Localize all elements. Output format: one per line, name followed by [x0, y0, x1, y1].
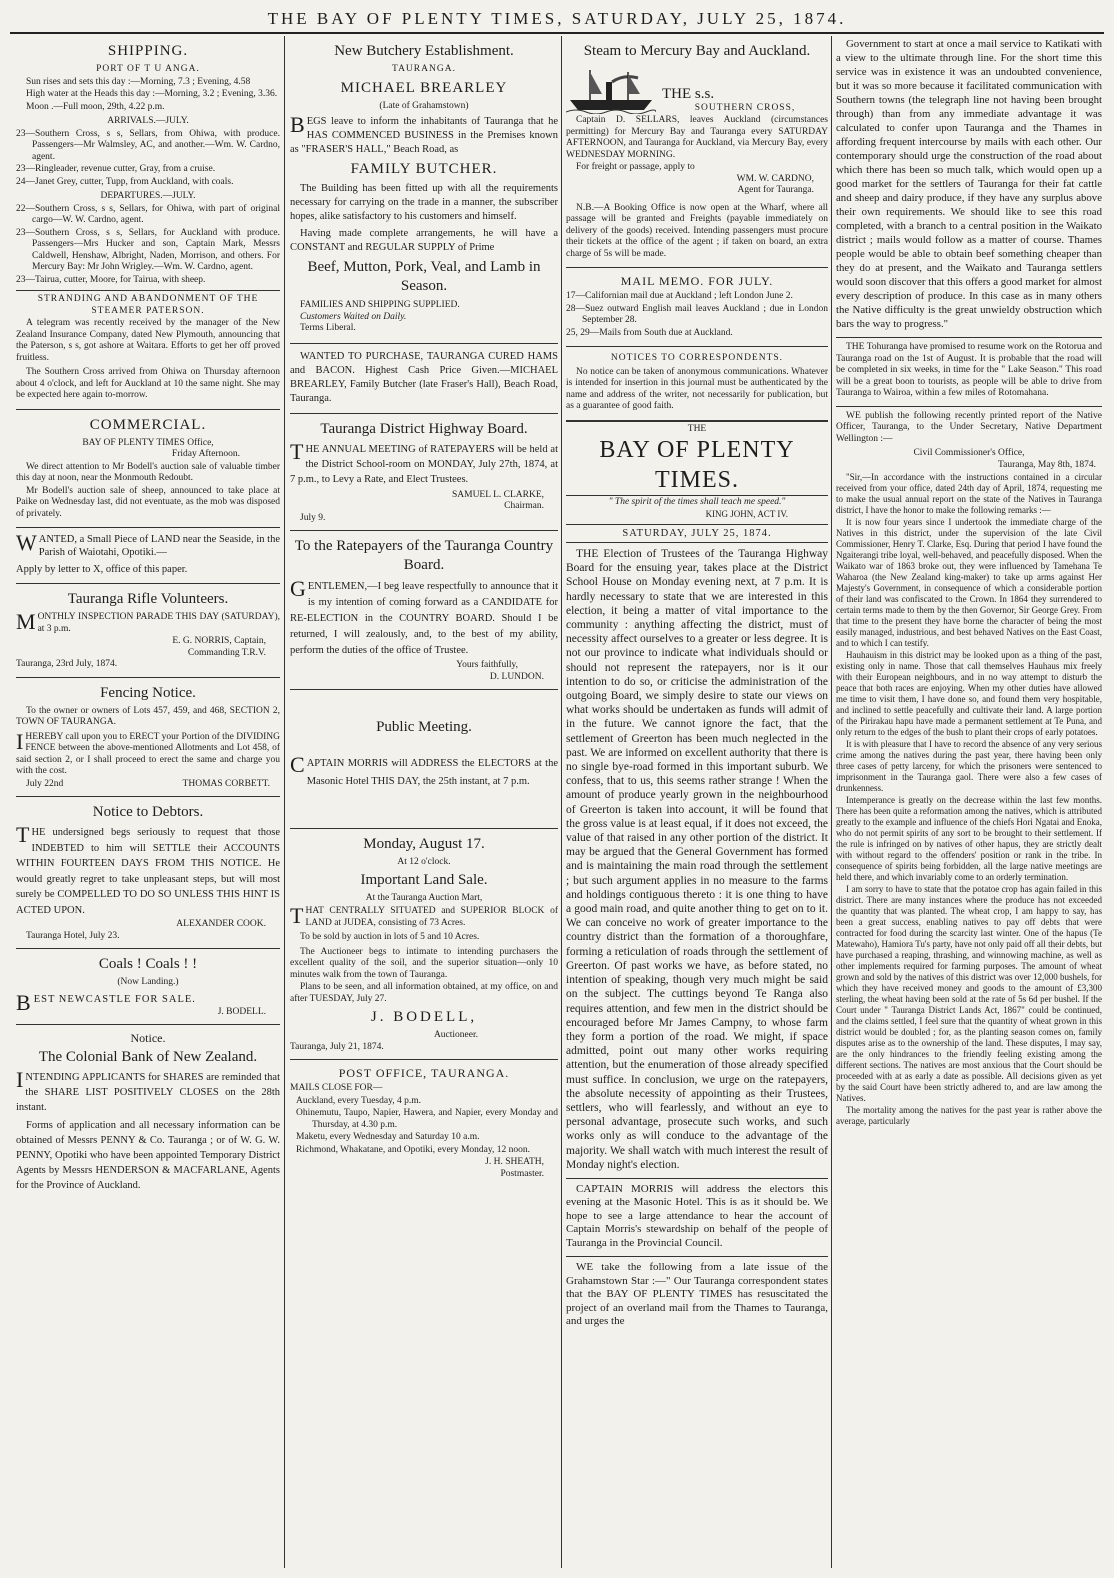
arrivals-heading: ARRIVALS.—JULY.: [107, 116, 189, 126]
waited-line: Customers Waited on Daily.: [300, 311, 407, 322]
correspondents-notice: [566, 347, 828, 420]
departure-item: 22—Southern Cross, s s, Sellars, for Ohiwa, with part of original cargo—W. W. Cardno, agent.: [16, 203, 280, 225]
column-3: [566, 36, 828, 1568]
coals-ad: [16, 949, 280, 1025]
rifle-text: MONTHLY INSPECTION PARADE THIS DAY (SATURDAY), at 3 p.m.: [16, 609, 280, 634]
debtors-notice: [16, 797, 280, 949]
highway-sign: SAMUEL L. CLARKE,: [451, 489, 544, 500]
rifle-title: Tauranga Rifle Volunteers.: [67, 591, 229, 607]
highway-text: THE ANNUAL MEETING of RATEPAYERS will be held at the District School-room on MONDAY, July 27th, 1874, at 7 p.m., to Levy a Rate, and Elect Trustees.: [290, 438, 558, 485]
debtors-place: Tauranga Hotel, July 23.: [26, 930, 120, 941]
coals-sub: (Now Landing.): [117, 977, 179, 987]
report-paragraph: It is now four years since I undertook the immediate charge of the Natives in this district, under the supervision of the late Civil Commissioner, Henry T. Clarke, Esq. During that period I have found the Ngaiterangi tribe loyal, well-behaved, and peacefully disposed. When the Waikato war of 1863 broke out, they were influenced by Tamehana Te Waharoa (the New Zealand king-maker) to take up arms against Her Majesty's Government, in consequence of which a considerable portion of their land was confiscated to the Crown. In 1864 they surrendered to certain terms made to them by the then Governor, Sir George Grey. From that time to the present they have borne the character of being the most easily managed, industrious, and best behaved Natives on the East Coast, and to which I can testify.: [836, 517, 1102, 648]
commercial-text: We direct attention to Mr Bodell's auction sale of valuable timber this day at noon, near the Monmouth Redoubt.: [16, 461, 280, 483]
editorial-text: THE Election of Trustees of the Tauranga Highway Board for the ensuing year, takes place at the District School House on Monday evening next, at 7 p.m. It is hardly necessary to state that we are interested in this election, it being a matter of vital importance to the community : anything affecting the district, must of necessity affect ourselves to a greater or less degree. It is not our province to indicate what individuals should or should not represent the ratepayers, nor is it our intention to do so, or criticise the administration of the outgoing Board, we simply desire to state our views on what works should be undertaken as funds will admit of in the future. We cannot ignore the fact, that the settlement of Greerton has been much neglected in the past. We are informed on excellent authority that there is no single bye-road formed in this important suburb. We confess, that to us, this seems rather strange ! When the amount of produce yearly grown in the neighbourhood of Greerton is taken into account, it will be found that the gross value is at least equal, if it does not exceed, the value of that raised in any other portion of the district. It may be argued that the General Government has formed and is maintaining the main road through the settlement ; but such argument applies in no measure to the farms and holdings contiguous thereto : it is one thing to have a good main road, and quite another thing to get on to it. We can conceive no work of greater importance to the country district than the formation of a thoroughfare, forming a reticulation of roads through the settlement of Greerton. Of past works we have, as before stated, no intention of speaking, though very much might be said on the subject. The cuttings beyond Te Ranga also requires attention, and few men in the district should be encouraged before Mr James Campny, to whose farm they form a portion of the road. We might, if space admitted, point out many other works requiring attention, but the enumeration of those already specified must suffice. In conclusion, we urge on the ratepayers, the absolute necessity of appointing as their Trustees, settlers, who will fearlessly, and without an eye to personal advantage, prosecute such works, and such works only as will conduce to the advantage of the majority. We shall watch with much interest the result of Monday night's election.: [566, 548, 828, 1171]
meats-list: Beef, Mutton, Pork, Veal, and Lamb in Season.: [307, 259, 541, 294]
butchery-text: BEGS leave to inform the inhabitants of Tauranga that he HAS COMMENCED BUSINESS in the Premises known as "FRASER'S HALL," Beach Road, as: [290, 112, 558, 155]
column-rule: [284, 36, 285, 1568]
wanted-text: WANTED, a Small Piece of LAND near the Seaside, in the Parish of Waiotahi, Opotiki.—: [16, 530, 280, 558]
nameplate-motto: " The spirit of the times shall teach me speed.": [608, 497, 786, 507]
ratepayers-text: GENTLEMEN,—I beg leave respectfully to announce that it is my intention of coming forward as a CANDIDATE for RE-ELECTION in the COUNTRY BOARD. Should I be returned, I will zealously, and, to the best of my ability, perform the duties of the office of Trustee.: [290, 576, 558, 656]
wanted-apply: Apply by letter to X, office of this paper.: [16, 564, 188, 575]
land-text: Plans to be seen, and all information obtained, at my office, on and after TUESDAY, July 27.: [290, 982, 558, 1004]
meeting-text: CAPTAIN MORRIS will ADDRESS the ELECTORS at the Masonic Hotel THIS DAY, the 25th instant, at 7 p.m.: [290, 752, 558, 787]
post-role: Postmaster.: [500, 1168, 544, 1179]
steam-the: THE s.s.: [662, 85, 715, 102]
nameplate-the: THE: [566, 420, 828, 436]
butcher-late: (Late of Grahamstown): [379, 100, 469, 111]
notices-title: NOTICES TO CORRESPONDENTS.: [610, 353, 784, 363]
report-paragraph: I am sorry to have to state that the potatoe crop has again failed in this district. There are many instances where the produce has not exceeded the quantity that was planted. The wheat crop, I am happy to say, has been a great success, enabling natives to pay off debts that were contracted for food during the scarcity last winter. One of the hapus (Te Matewaho), Hamiora Tu's party, have not only paid off all their debts, but have purchased a reaping, thrashing, and winnowing machine, as well as other implements required for farming purposes. The amount of wheat grown and sold by the natives of this district was over 12,000 bushels, for which they have received money and goods to the amount of £3,300 sterling, the wheat having been sold at the rate of 5s 6d per bushel. If the Court under " Tauranga District Lands Act, 1867" could be continued, and the claims settled, I feel sure that the quantity of wheat grown in this district would be doubled ; for, as the planting season comes on, family disputes arise as to the ownership of the land. These disputes, I may say, are the only hindrances to the friendly feeling existing among the different sections. The natives are most anxious that the Court should be proceeded with at as early a date as possible. All decisions given as yet by the said Court have been strictly adhered to, and are law among the Natives.: [836, 884, 1102, 1103]
column-rule: [831, 36, 832, 1568]
masthead: THE BAY OF PLENTY TIMES, SATURDAY, JULY 25, 1874.: [10, 6, 1104, 34]
overland-continued: Government to start at once a mail service to Katikati with a view to the ultimate through line. For the short time this service was in existence it was an undoubted convenience, but it was so more because it facilitated communication with Southern towns (the telegraph line not having been brought through) than from any immediate advantage it was calculated to confer upon Tauranga and the Thames in affording frequent intercourse by mails with each other. Our contemporary should urge the construction of the road about which there has been so much talk, which would open up a good market for the settlers of Tauranga for their fat cattle and sheep and dairy produce, if they have any surplus above their own requirements. We should like to see this road completed, with a branch to a central position in the Waikato district ; mails would follow as a matter of course. Thames people would be able to obtain beef something cheaper than they do at present, and the Waikato and Tauranga settlers would soon discover that this offers a good market for almost every description of produce. In this case as in many others the Native difficulty is the great unwieldy obstruction which bars the way to progress.": [836, 38, 1102, 330]
report-paragraph: "Sir,—In accordance with the instructions contained in a circular received from your office, dated 24th day of April, 1874, requesting me to make the usual annual report on the state of the Natives in Tauranga district, I have the honor to make the following remarks :—: [836, 472, 1102, 515]
moon: Moon .—Full moon, 29th, 4.22 p.m.: [26, 101, 165, 112]
departures-heading: DEPARTURES.—JULY.: [100, 191, 196, 201]
shipping-section: [16, 36, 280, 410]
coals-text: BEST NEWCASTLE FOR SALE.: [16, 989, 196, 1015]
report-paragraph: The mortality among the natives for the past year is rather above the average, particularly: [836, 1105, 1102, 1126]
ratepayers-close: Yours faithfully,: [456, 660, 518, 670]
mail-item: 17—Californian mail due at Auckland ; left London June 2.: [566, 291, 793, 301]
steam-ad: [566, 36, 828, 268]
debtors-title: Notice to Debtors.: [92, 804, 204, 820]
auctioneer-name: J. BODELL,: [370, 1009, 478, 1025]
nameplate-date: SATURDAY, JULY 25, 1874.: [566, 524, 828, 543]
highway-role: Chairman.: [504, 501, 544, 511]
post-item: Richmond, Whakatane, and Opotiki, every Monday, 12 noon.: [296, 1144, 531, 1155]
rifle-date: Tauranga, 23rd July, 1874.: [16, 659, 118, 669]
family-butcher: FAMILY BUTCHER.: [350, 161, 498, 177]
southern-cross-text: The Southern Cross arrived from Ohiwa on Thursday afternoon about 4 o'clock, and left for Auckland at 10 the same night. She may be expected here again to-morrow.: [16, 367, 280, 400]
ratepayers-sign: D. LUNDON.: [489, 671, 544, 682]
steam-ship-name: SOUTHERN CROSS,: [694, 102, 796, 113]
rifle-sign: E. G. NORRIS, Captain,: [172, 636, 266, 646]
public-meeting-ad: [290, 690, 558, 829]
fencing-sign: THOMAS CORBETT.: [182, 778, 270, 789]
commercial-text: Mr Bodell's auction sale of sheep, announced to take place at Paike on Wednesday last, did not eventuate, as the mob was disposed of privately.: [16, 485, 280, 519]
steam-agent: WM. W. CARDNO,: [736, 173, 814, 184]
steam-agent-role: Agent for Tauranga.: [737, 185, 814, 195]
steam-nb: N.B.—A Booking Office is now open at the Wharf, where all passage will be granted and Freights (payable immediately on delivery of the goods) received. Intending passengers must procure their tickets at the office of the agent ; if taken on board, an extra charge of 5s will be made.: [566, 202, 828, 259]
butchery-text: Having made complete arrangements, he will have a CONSTANT and REGULAR SUPPLY of Prime: [290, 228, 558, 253]
nameplate-title: BAY OF PLENTY TIMES.: [566, 435, 828, 496]
report-paragraph: Intemperance is greatly on the decrease within the last few months. There has been quite a reformation among the natives, which is attributed greatly to the example and influence of the chiefs Hori Ngatai and Enoka, who do not permit spirits of any sort to be brought to their settlement. If the rule is infringed on by natives of other hapus, they are strictly dealt with without regard to the offenders' position or rank in the tribe. In consequence of spirits being forbidden, all the large native meetings are held there, and which invariably come to an orderly termination.: [836, 795, 1102, 882]
auctioneer-role: Auctioneer.: [433, 1030, 478, 1040]
report-office: Civil Commissioner's Office,: [913, 448, 1025, 458]
wanted-hams-text: WANTED TO PURCHASE, TAURANGA CURED HAMS and BACON. Highest Cash Price Given.—MICHAEL BREARLEY, Family Butcher (late Fraser's Hall), Beach Road, Tauranga.: [290, 343, 558, 406]
land-text: The Auctioneer begs to intimate to intending purchasers the excellent quality of the soil, and the superior situation—only 10 minutes walk from the town of Tauranga.: [290, 946, 558, 980]
bank-notice: Notice.: [130, 1031, 166, 1045]
rifle-volunteers-ad: [16, 584, 280, 678]
highway-date: July 9.: [300, 512, 326, 523]
departure-item: 23—Southern Cross, s s, Sellars, for Auckland with produce. Passengers—Mrs Hucker and son, Captain Mark, Messrs Caldwell, Henshaw, Albright, Naden, Morrison, and others. For Mercury Bay: Mr John Wrigley.—Wm. W. Cardno, agent.: [16, 227, 280, 272]
column-4: [836, 36, 1102, 1568]
steam-text: Captain D. SELLARS, leaves Auckland (circumstances permitting) for Mercury Bay and Tauranga every SATURDAY AFTERNOON, and Tauranga for Auckland, via Mercury Bay, every WEDNESDAY MORNING.: [566, 115, 828, 160]
land-text: To be sold by auction in lots of 5 and 10 Acres.: [300, 932, 480, 942]
post-item: Auckland, every Tuesday, 4 p.m.: [296, 1095, 421, 1106]
commercial-day: Friday Afternoon.: [171, 449, 240, 459]
fencing-notice: [16, 678, 280, 798]
port-heading: PORT OF T U ANGA.: [96, 64, 200, 74]
native-report-intro: WE publish the following recently printed report of the Native Officer, Tauranga, to the Under Secretary, Native Department Wellington :—: [836, 406, 1102, 446]
mail-title: MAIL MEMO. FOR JULY.: [620, 274, 774, 288]
stranding-heading: STRANDING AND ABANDONMENT OF THE STEAMER PATERSON.: [16, 290, 280, 317]
butchery-ad: [290, 36, 558, 414]
highway-title: Tauranga District Highway Board.: [320, 420, 528, 437]
land-where: At the Tauranga Auction Mart,: [365, 892, 483, 903]
rotorua-road-text: THE Tohuranga have promised to resume work on the Rotorua and Tauranga road on the 1st of August. It is probable that the road will be completed in six weeks, in time for the " Lake Season." This road will be a great boon to tourists, as people will be able to drive from Tauranga to Wairoa, within a few miles of Rotomahana.: [836, 337, 1102, 400]
arrival-item: 23—Ringleader, revenue cutter, Gray, from a cruise.: [16, 164, 216, 174]
wanted-land-ad: [16, 528, 280, 584]
high-water: High water at the Heads this day :—Morning, 3.2 ; Evening, 3.36.: [26, 89, 278, 99]
steam-ship-names: [662, 85, 828, 115]
ratepayers-title: To the Ratepayers of the Tauranga Country Board.: [294, 538, 554, 573]
debtors-text: THE undersigned begs seriously to request that those INDEBTED to him will SETTLE their ACCOUNTS WITHIN FOURTEEN DAYS FROM THIS NOTICE. He would greatly regret to take unpleasant steps, but will most surely be COMPELLED TO DO SO UNLESS THIS HINT IS ACTED UPON.: [16, 822, 280, 916]
column-rule: [561, 36, 562, 1568]
column-1: [16, 36, 280, 1568]
fencing-text: IHEREBY call upon you to ERECT your Portion of the DIVIDING FENCE between the above-mentioned Allotments and Lot 458, of said section 2, or I shall proceed to erect the same and charge you with the cost.: [16, 728, 280, 776]
land-time: At 12 o'clock.: [397, 857, 451, 867]
butcher-name: MICHAEL BREARLEY: [340, 79, 508, 96]
steam-header: [566, 64, 828, 114]
mail-item: 25, 29—Mails from South due at Auckland.: [566, 327, 733, 338]
sun-times: Sun rises and sets this day :—Morning, 7.3 ; Evening, 4.58: [26, 76, 251, 87]
report-paragraph: Hauhauism in this district may be looked upon as a thing of the past, existing only in name. Those that call themselves Hauhaus mix freely with their European neighbours, and in no way attempt to disturb the peace that both races are enjoying. When my other duties have allowed me time to visit them, I have done so, and found them very hospitable, and inclined to settle peacefully and cultivate their land. A large portion of the Pirirakau hapu have made a permanent settlement at Te Puna, and only return to the edges of the bush to plant their crops of early potatoes.: [836, 650, 1102, 737]
land-place: Tauranga, July 21, 1874.: [290, 1041, 384, 1052]
steam-title: Steam to Mercury Bay and Auckland.: [583, 43, 811, 59]
post-item: Ohinemutu, Taupo, Napier, Hawera, and Napier, every Monday and Thursday, at 4.30 p.m.: [296, 1108, 558, 1130]
commercial-office: BAY OF PLENTY TIMES Office,: [82, 437, 214, 448]
post-sign: J. H. SHEATH,: [485, 1157, 544, 1167]
fencing-title: Fencing Notice.: [100, 684, 196, 701]
morris-text: CAPTAIN MORRIS will address the electors this evening at the Masonic Hotel. This is as it should be. We hope to see a large attendance to hear the account of Captain Morris's stewardship on behalf of the people of Tauranga in the Provincial Council.: [566, 1178, 828, 1251]
editorial-nameplate: [566, 420, 828, 544]
ratepayers-ad: [290, 531, 558, 690]
fencing-footer: [16, 779, 280, 791]
mail-memo: [566, 268, 828, 347]
coals-sign: J. BODELL.: [217, 1006, 266, 1017]
post-head: MAILS CLOSE FOR—: [290, 1083, 383, 1093]
steam-freight: For freight or passage, apply to: [576, 162, 695, 172]
terms-line: Terms Liberal.: [300, 323, 356, 333]
post-office-ad: [290, 1060, 558, 1186]
fencing-date: July 22nd: [26, 778, 64, 789]
butchery-text: The Building has been fitted up with all the requirements necessary for carrying on the trade in a manner, the subscriber hopes, alike satisfactory to his customers and himself.: [290, 183, 558, 222]
bank-text: Forms of application and all necessary information can be obtained of Messrs PENNY & Co. Tauranga ; or of W. G. W. PENNY, Opotiki who have been appointed Temporary District Agents by Messrs HENDERSON & MACFARLANE, Agents for the Province of Auckland.: [16, 1120, 280, 1191]
commercial-title: COMMERCIAL.: [89, 416, 207, 433]
arrival-item: 24—Janet Grey, cutter, Tupp, from Auckland, with coals.: [16, 176, 234, 187]
report-date: Tauranga, May 8th, 1874.: [997, 459, 1096, 470]
debtors-sign: ALEXANDER COOK.: [176, 919, 266, 929]
notices-text: No notice can be taken of anonymous communications. Whatever is intended for insertion in this journal must be authenticated by the name and address of the writer, not necessarily for publication, but as a guarantee of good faith.: [566, 366, 828, 411]
highway-board-ad: [290, 414, 558, 532]
departure-item: 23—Tairua, cutter, Moore, for Tairua, with sheep.: [16, 274, 206, 285]
colonial-bank-ad: [16, 1025, 280, 1200]
overland-text: WE take the following from a late issue of the Grahamstown Star :—" Our Tauranga correspondent states that the BAY OF PLENTY TIMES has resuscitated the project of an overland mail from the Thames to Tauranga, and urges the: [566, 1256, 828, 1329]
bank-text: INTENDING APPLICANTS for SHARES are reminded that the SHARE LIST POSITIVELY CLOSES on the 28th instant.: [16, 1067, 280, 1113]
commercial-section: [16, 410, 280, 529]
arrival-item: 23—Southern Cross, s s, Sellars, from Ohiwa, with produce. Passengers—Mr Walmsley, AC, and another.—Wm. W. Cardno, agent.: [16, 128, 280, 162]
land-sale-ad: [290, 829, 558, 1060]
mail-item: 28—Suez outward English mail leaves Auckland ; due in London September 28.: [566, 303, 828, 325]
meeting-title: Public Meeting.: [376, 719, 472, 735]
post-title: POST OFFICE, TAURANGA.: [338, 1066, 510, 1080]
post-item: Maketu, every Wednesday and Saturday 10 a.m.: [296, 1132, 480, 1142]
stranding-text: A telegram was recently received by the manager of the New Zealand Insurance Company, dated New Plymouth, announcing that the Paterson, s s, got ashore at Waitara. Efforts to get her off proved fruitless.: [16, 318, 280, 363]
butchery-title: New Butchery Establishment.: [334, 43, 514, 59]
column-2: [290, 36, 558, 1568]
nameplate-source: KING JOHN, ACT IV.: [705, 509, 788, 519]
land-date: Monday, August 17.: [363, 836, 485, 852]
coals-title: Coals ! Coals ! !: [98, 956, 198, 972]
steamship-icon: [566, 64, 656, 114]
bank-title: The Colonial Bank of New Zealand.: [38, 1049, 258, 1065]
supplied-line: FAMILIES AND SHIPPING SUPPLIED.: [300, 300, 460, 310]
butchery-place: TAURANGA.: [392, 64, 456, 74]
shipping-title: SHIPPING.: [107, 43, 189, 59]
land-title: Important Land Sale.: [360, 871, 488, 888]
land-text: THAT CENTRALLY SITUATED and SUPERIOR BLOCK of LAND at JUDEA, consisting of 73 Acres.: [290, 903, 558, 928]
report-paragraph: It is with pleasure that I have to record the absence of any very serious crime among the natives during the past year, there having been only three cases of petty larceny, for which the prisoners were sentenced to imprisonment in the Tauranga gaol. There were also a few cases of drunkenness.: [836, 739, 1102, 793]
rifle-sign: Commanding T.R.V.: [187, 647, 266, 658]
fencing-to: To the owner or owners of Lots 457, 459, and 468, SECTION 2, TOWN OF TAURANGA.: [16, 705, 280, 727]
